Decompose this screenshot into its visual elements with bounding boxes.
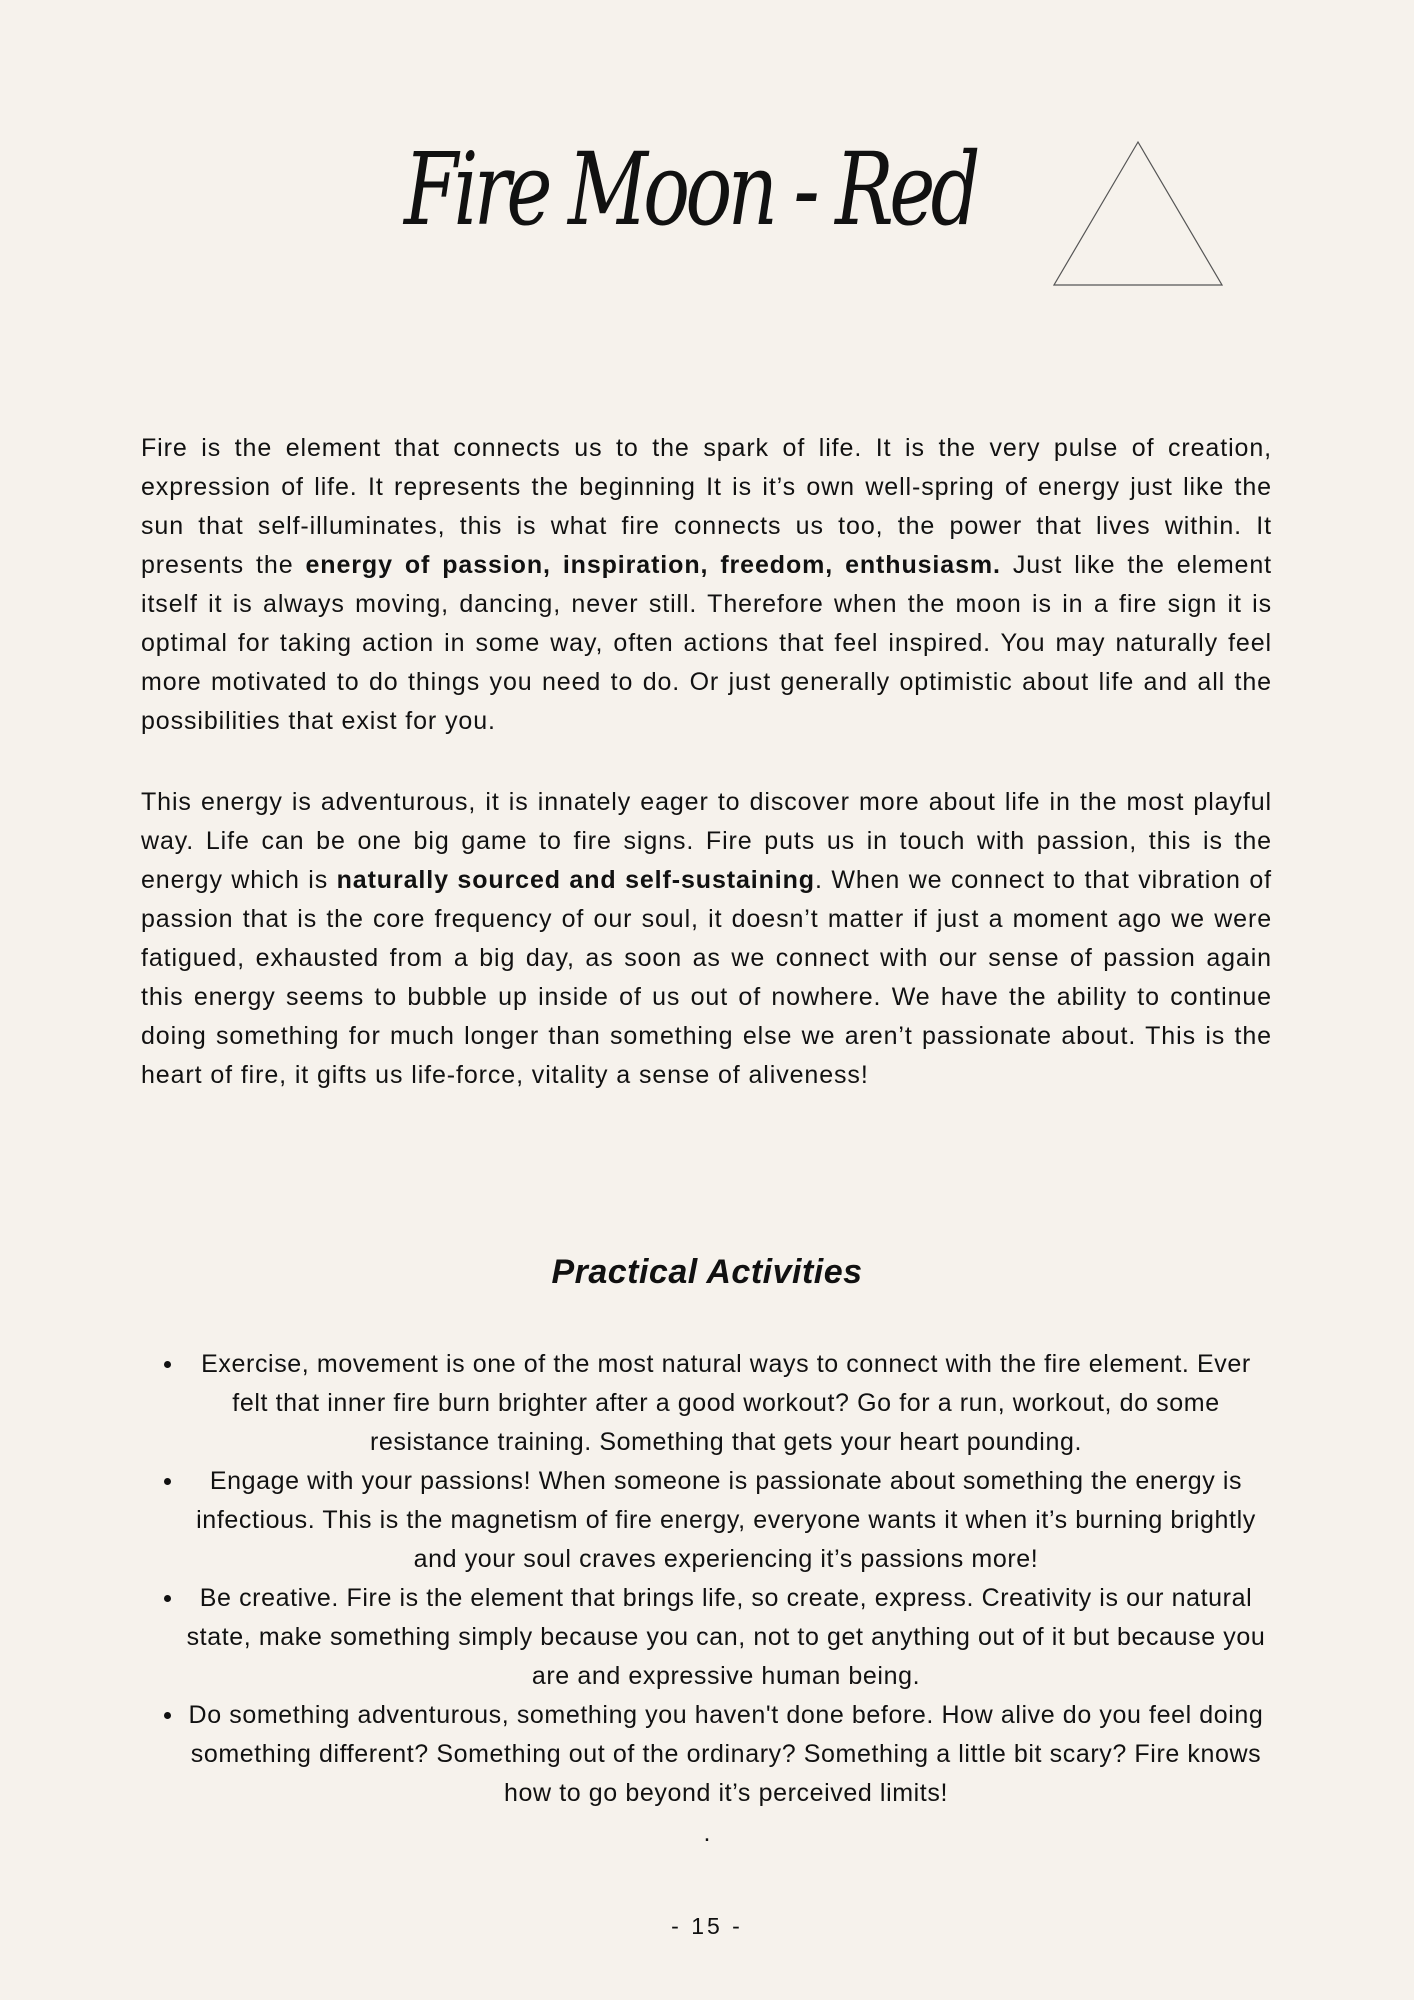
list-item [162,1579,1272,1696]
practical-activities-heading: Practical Activities [551,1253,863,1291]
fire-triangle-icon [1053,140,1223,290]
list-item-text: Be creative. Fire is the element that brings life, so create, express. Creativity is our natural state, make something simply because you can, not to get anything out of it but because you are and expressive human being. [186,1584,1266,1690]
bullet-icon [164,1595,171,1602]
activities-list [162,1345,1272,1813]
list-item [162,1345,1272,1462]
list-item-text: Do something adventurous, something you haven't done before. How alive do you feel doing something different? Something out of the ordinary? Something a little bit scary? Fire knows how to go beyond it’s perceived limits! [188,1701,1264,1807]
adventure-paragraph [141,783,1272,1095]
list-item [162,1462,1272,1579]
intro-emphasis: energy of passion, inspiration, freedom, enthusiasm. [305,551,1001,579]
adventure-text-end: . When we connect to that vibration of passion that is the core frequency of our soul, it doesn’t matter if just a moment ago we were fatigued, exhausted from a big day, as soon as we connect with our sense of passion again this energy seems to bubble up inside of us out of nowhere. We have the ability to continue doing something for much longer than something else we aren’t passionate about. This is the heart of fire, it gifts us life-force, vitality a sense of aliveness! [141,866,1272,1089]
list-item [162,1696,1272,1813]
trailing-period: . [703,1819,711,1847]
page-number: - 15 - [671,1913,743,1939]
intro-text-start: Fire is the element that connects us to the spark of life. It is the very pulse of creation, expression of life. It represents the beginning It is it’s own well-spring of energy just like the sun that self-illuminates, this is what fire connects us too, the power that lives within. It presents the [141,434,1272,579]
adventure-emphasis: naturally sourced and self-sustaining [336,866,815,894]
list-item-text: Engage with your passions! When someone is passionate about something the energy is infectious. This is the magnetism of fire energy, everyone wants it when it’s burning brightly and your soul craves experiencing it’s passions more! [196,1467,1256,1573]
bullet-icon [164,1478,171,1485]
adventure-text-start: This energy is adventurous, it is innately eager to discover more about life in the most playful way. Life can be one big game to fire signs. Fire puts us in touch with passion, this is the energy which is [141,788,1272,894]
list-item-text: Exercise, movement is one of the most natural ways to connect with the fire element. Ever felt that inner fire burn brighter after a good workout? Go for a run, workout, do some resistance training. Something that gets your heart pounding. [201,1350,1251,1456]
intro-text-end: Just like the element itself it is always moving, dancing, never still. Therefore when the moon is in a fire sign it is optimal for taking action in some way, often actions that feel inspired. You may naturally feel more motivated to do things you need to do. Or just generally optimistic about life and all the possibilities that exist for you. [141,551,1273,735]
intro-paragraph [141,429,1272,741]
bullet-icon [164,1712,171,1719]
bullet-icon [164,1361,171,1368]
page-title: Fire Moon - Red [404,131,976,248]
